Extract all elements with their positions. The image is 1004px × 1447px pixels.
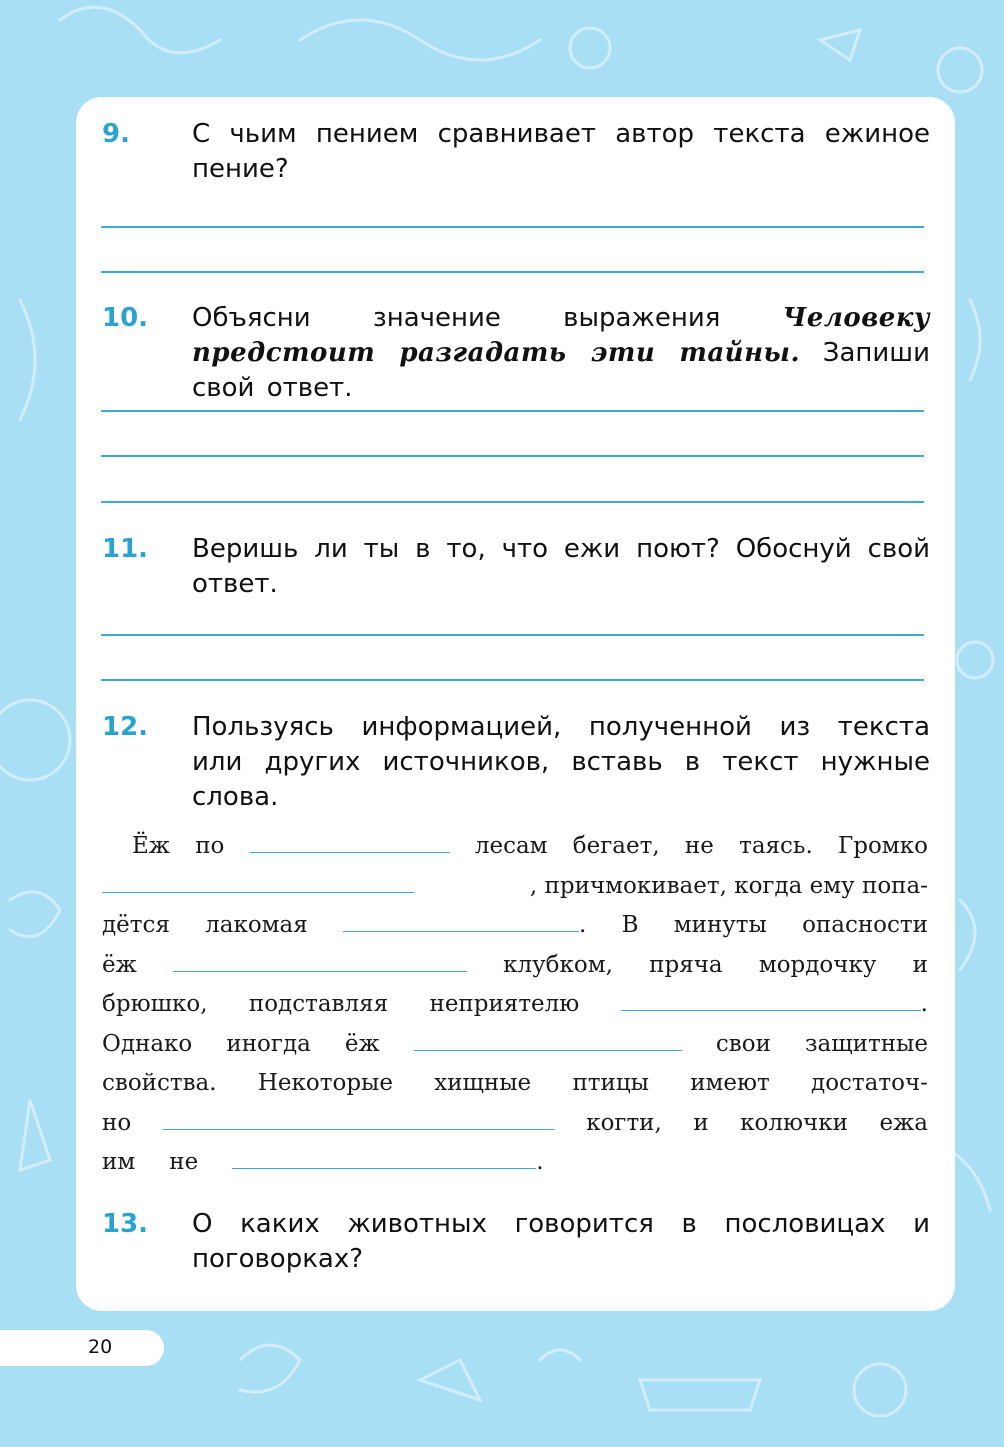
text-line	[102, 1025, 928, 1065]
word: подставляя	[248, 991, 389, 1017]
word: им	[102, 1149, 136, 1175]
question-text-part: Запиши свой ответ.	[192, 338, 930, 403]
page-number-tab	[0, 1330, 164, 1366]
answer-line[interactable]	[101, 501, 924, 503]
blank-field[interactable]	[343, 909, 579, 932]
word: и	[912, 951, 928, 978]
word: Ёж	[132, 833, 170, 859]
question-9	[102, 117, 930, 187]
word: птицы	[572, 1070, 649, 1096]
word: клубком,	[503, 951, 613, 978]
word: свои	[715, 1030, 771, 1057]
blank-field[interactable]	[414, 1028, 682, 1051]
answer-line[interactable]	[101, 271, 924, 273]
word: достаточ-	[811, 1070, 928, 1096]
answer-line[interactable]	[101, 634, 924, 636]
word: пряча	[649, 951, 723, 978]
question-number: 12.	[102, 712, 149, 742]
word: хищные	[434, 1070, 532, 1096]
answer-line[interactable]	[101, 226, 924, 228]
question-10	[102, 301, 930, 406]
word: иногда	[226, 1030, 311, 1057]
word: .	[920, 991, 928, 1017]
text-line	[102, 867, 928, 907]
blank-field[interactable]	[621, 988, 921, 1011]
question-text: С чьим пением сравнивает автор текста ежиное пение?	[192, 119, 930, 184]
question-number: 10.	[102, 303, 149, 333]
word: брюшко,	[102, 991, 208, 1017]
question-13	[102, 1207, 930, 1277]
worksheet-card	[76, 97, 955, 1311]
page-number: 20	[88, 1336, 113, 1358]
question-number: 11.	[102, 534, 149, 564]
word: .	[579, 912, 587, 938]
word: и	[693, 1109, 709, 1136]
word: минуты	[673, 912, 767, 938]
word: таясь.	[739, 833, 813, 859]
quoted-expression: Человеку предстоит разгадать эти тайны.	[192, 303, 930, 368]
word: не	[169, 1149, 199, 1175]
blank-field[interactable]	[232, 1146, 536, 1169]
word: бегает,	[572, 833, 660, 859]
answer-line[interactable]	[101, 679, 924, 681]
word: опасности	[802, 912, 928, 938]
blank-field[interactable]	[173, 949, 467, 972]
blank-field[interactable]	[250, 830, 450, 853]
word: когти,	[586, 1109, 662, 1136]
question-12	[102, 710, 930, 815]
question-text: О каких животных говорится в пословицах и поговорках?	[192, 1209, 930, 1274]
word: лесам	[474, 833, 548, 859]
question-number: 9.	[102, 119, 130, 149]
word: неприятелю	[429, 991, 580, 1017]
question-11	[102, 532, 930, 602]
word: по	[195, 833, 225, 859]
fill-in-text	[102, 827, 928, 1183]
question-text: Пользуясь информацией, полученной из текста или других источников, вставь в текст нужные слова.	[192, 712, 930, 812]
text-line	[102, 906, 928, 946]
word: Однако	[102, 1030, 193, 1057]
word: мордочку	[758, 951, 877, 978]
answer-line[interactable]	[101, 455, 924, 457]
text-line	[102, 985, 928, 1025]
word: ёж	[344, 1030, 380, 1057]
question-text-part: Объясни значение выражения	[192, 303, 783, 333]
word: свойства.	[102, 1070, 217, 1096]
word: Громко	[838, 833, 928, 859]
word: колючки	[740, 1109, 848, 1136]
word: защитные	[805, 1030, 928, 1057]
word: имеют	[690, 1070, 770, 1096]
word: ёж	[102, 951, 137, 978]
word: лакомая	[205, 912, 308, 938]
text-line	[102, 827, 928, 867]
text-line	[102, 1143, 928, 1183]
word: дётся	[102, 912, 170, 938]
question-text	[192, 301, 930, 406]
question-number: 13.	[102, 1209, 149, 1239]
blank-field[interactable]	[102, 870, 414, 893]
text-line	[102, 1104, 928, 1144]
text-line	[102, 1064, 928, 1104]
question-text: Веришь ли ты в то, что ежи поют? Обоснуй свой ответ.	[192, 534, 930, 599]
word: В	[621, 912, 639, 938]
word: не	[684, 833, 714, 859]
text-line	[102, 946, 928, 986]
word: Некоторые	[257, 1070, 393, 1096]
word: .	[536, 1149, 544, 1175]
word: но	[102, 1109, 132, 1136]
answer-line[interactable]	[101, 410, 924, 412]
word: ежа	[879, 1109, 928, 1136]
word: , причмокивает, когда ему попа-	[529, 872, 928, 899]
blank-field[interactable]	[163, 1107, 555, 1130]
